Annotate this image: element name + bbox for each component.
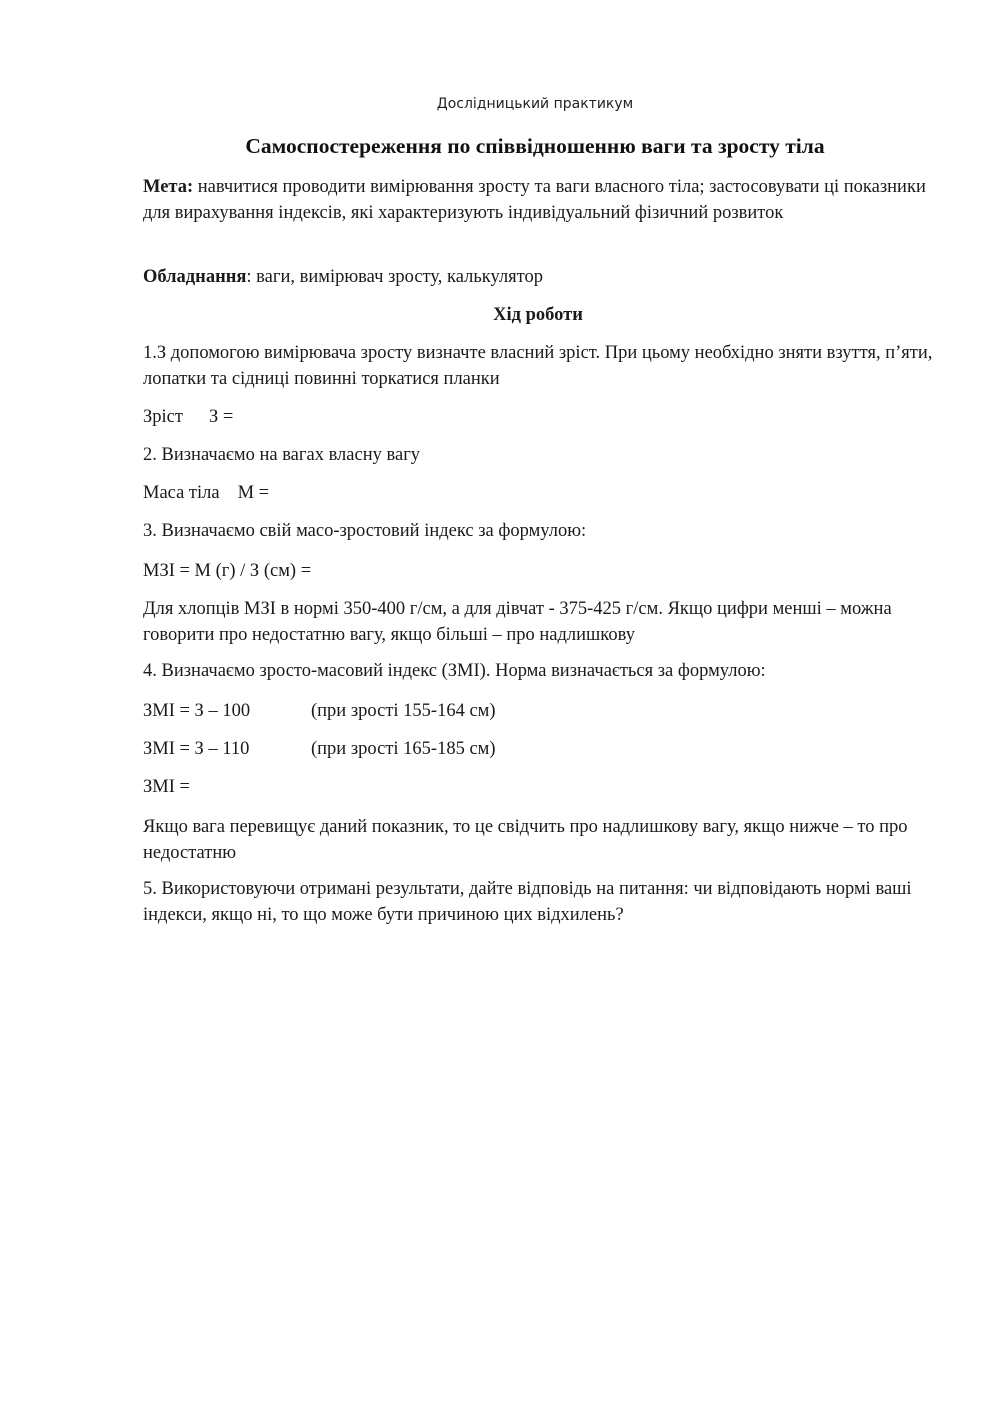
mass-label: Маса тіла bbox=[143, 483, 220, 503]
zmi-line-2 bbox=[143, 736, 933, 762]
mzi-formula: МЗІ = М (г) / З (см) = bbox=[143, 561, 312, 581]
step-4: 4. Визначаємо зросто-масовий індекс (ЗМІ). Норма визначається за формулою: bbox=[143, 661, 766, 681]
equipment-label: Обладнання bbox=[143, 267, 247, 287]
zmi-line-1 bbox=[143, 698, 933, 724]
mass-formula: М = bbox=[237, 483, 270, 503]
step-1: 1.З допомогою вимірювача зросту визначте власний зріст. При цьому необхідно зняти взуття, п’яти, лопатки та сідниці повинні торкатися планки bbox=[143, 343, 933, 389]
mass-line bbox=[143, 480, 933, 506]
zmi-formula-2: ЗМІ = З – 110 bbox=[143, 739, 250, 759]
procedure-heading: Хід роботи bbox=[493, 305, 583, 325]
zmi-condition-2: (при зрості 165-185 см) bbox=[311, 739, 496, 759]
header-label: Дослідницький практикум bbox=[436, 96, 634, 112]
step-2: 2. Визначаємо на вагах власну вагу bbox=[143, 445, 421, 465]
zmi-note: Якщо вага перевищує даний показник, то це свідчить про надлишкову вагу, якщо нижче – то про недостатню bbox=[143, 817, 908, 863]
mzi-note: Для хлопців МЗІ в нормі 350-400 г/см, а для дівчат - 375-425 г/см. Якщо цифри менші – можна говорити про недостатню вагу, якщо більші – про надлишкову bbox=[143, 599, 892, 645]
zmi-condition-1: (при зрості 155-164 см) bbox=[311, 701, 496, 721]
equipment-text: : ваги, вимірювач зросту, калькулятор bbox=[246, 267, 544, 287]
goal-paragraph bbox=[143, 174, 933, 226]
page-title: Самоспостереження по співвідношенню ваги та зросту тіла bbox=[245, 134, 825, 158]
step-5: 5. Використовуючи отримані результати, дайте відповідь на питання: чи відповідають нормі ваші індекси, якщо ні, то що може бути причиною цих відхилень? bbox=[143, 879, 912, 925]
goal-text: навчитися проводити вимірювання зросту та ваги власного тіла; застосовувати ці показники для вирахування індексів, які характеризують індивідуальний фізичний розвиток bbox=[143, 177, 926, 223]
zmi-result: ЗМІ = bbox=[143, 777, 190, 797]
step-3: 3. Визначаємо свій масо-зростовий індекс за формулою: bbox=[143, 521, 587, 541]
height-line bbox=[143, 404, 933, 430]
height-label: Зріст bbox=[143, 407, 183, 427]
height-formula: З = bbox=[209, 407, 234, 427]
goal-label: Мета: bbox=[143, 177, 194, 197]
zmi-formula-1: ЗМІ = З – 100 bbox=[143, 701, 251, 721]
equipment-paragraph bbox=[143, 264, 933, 290]
